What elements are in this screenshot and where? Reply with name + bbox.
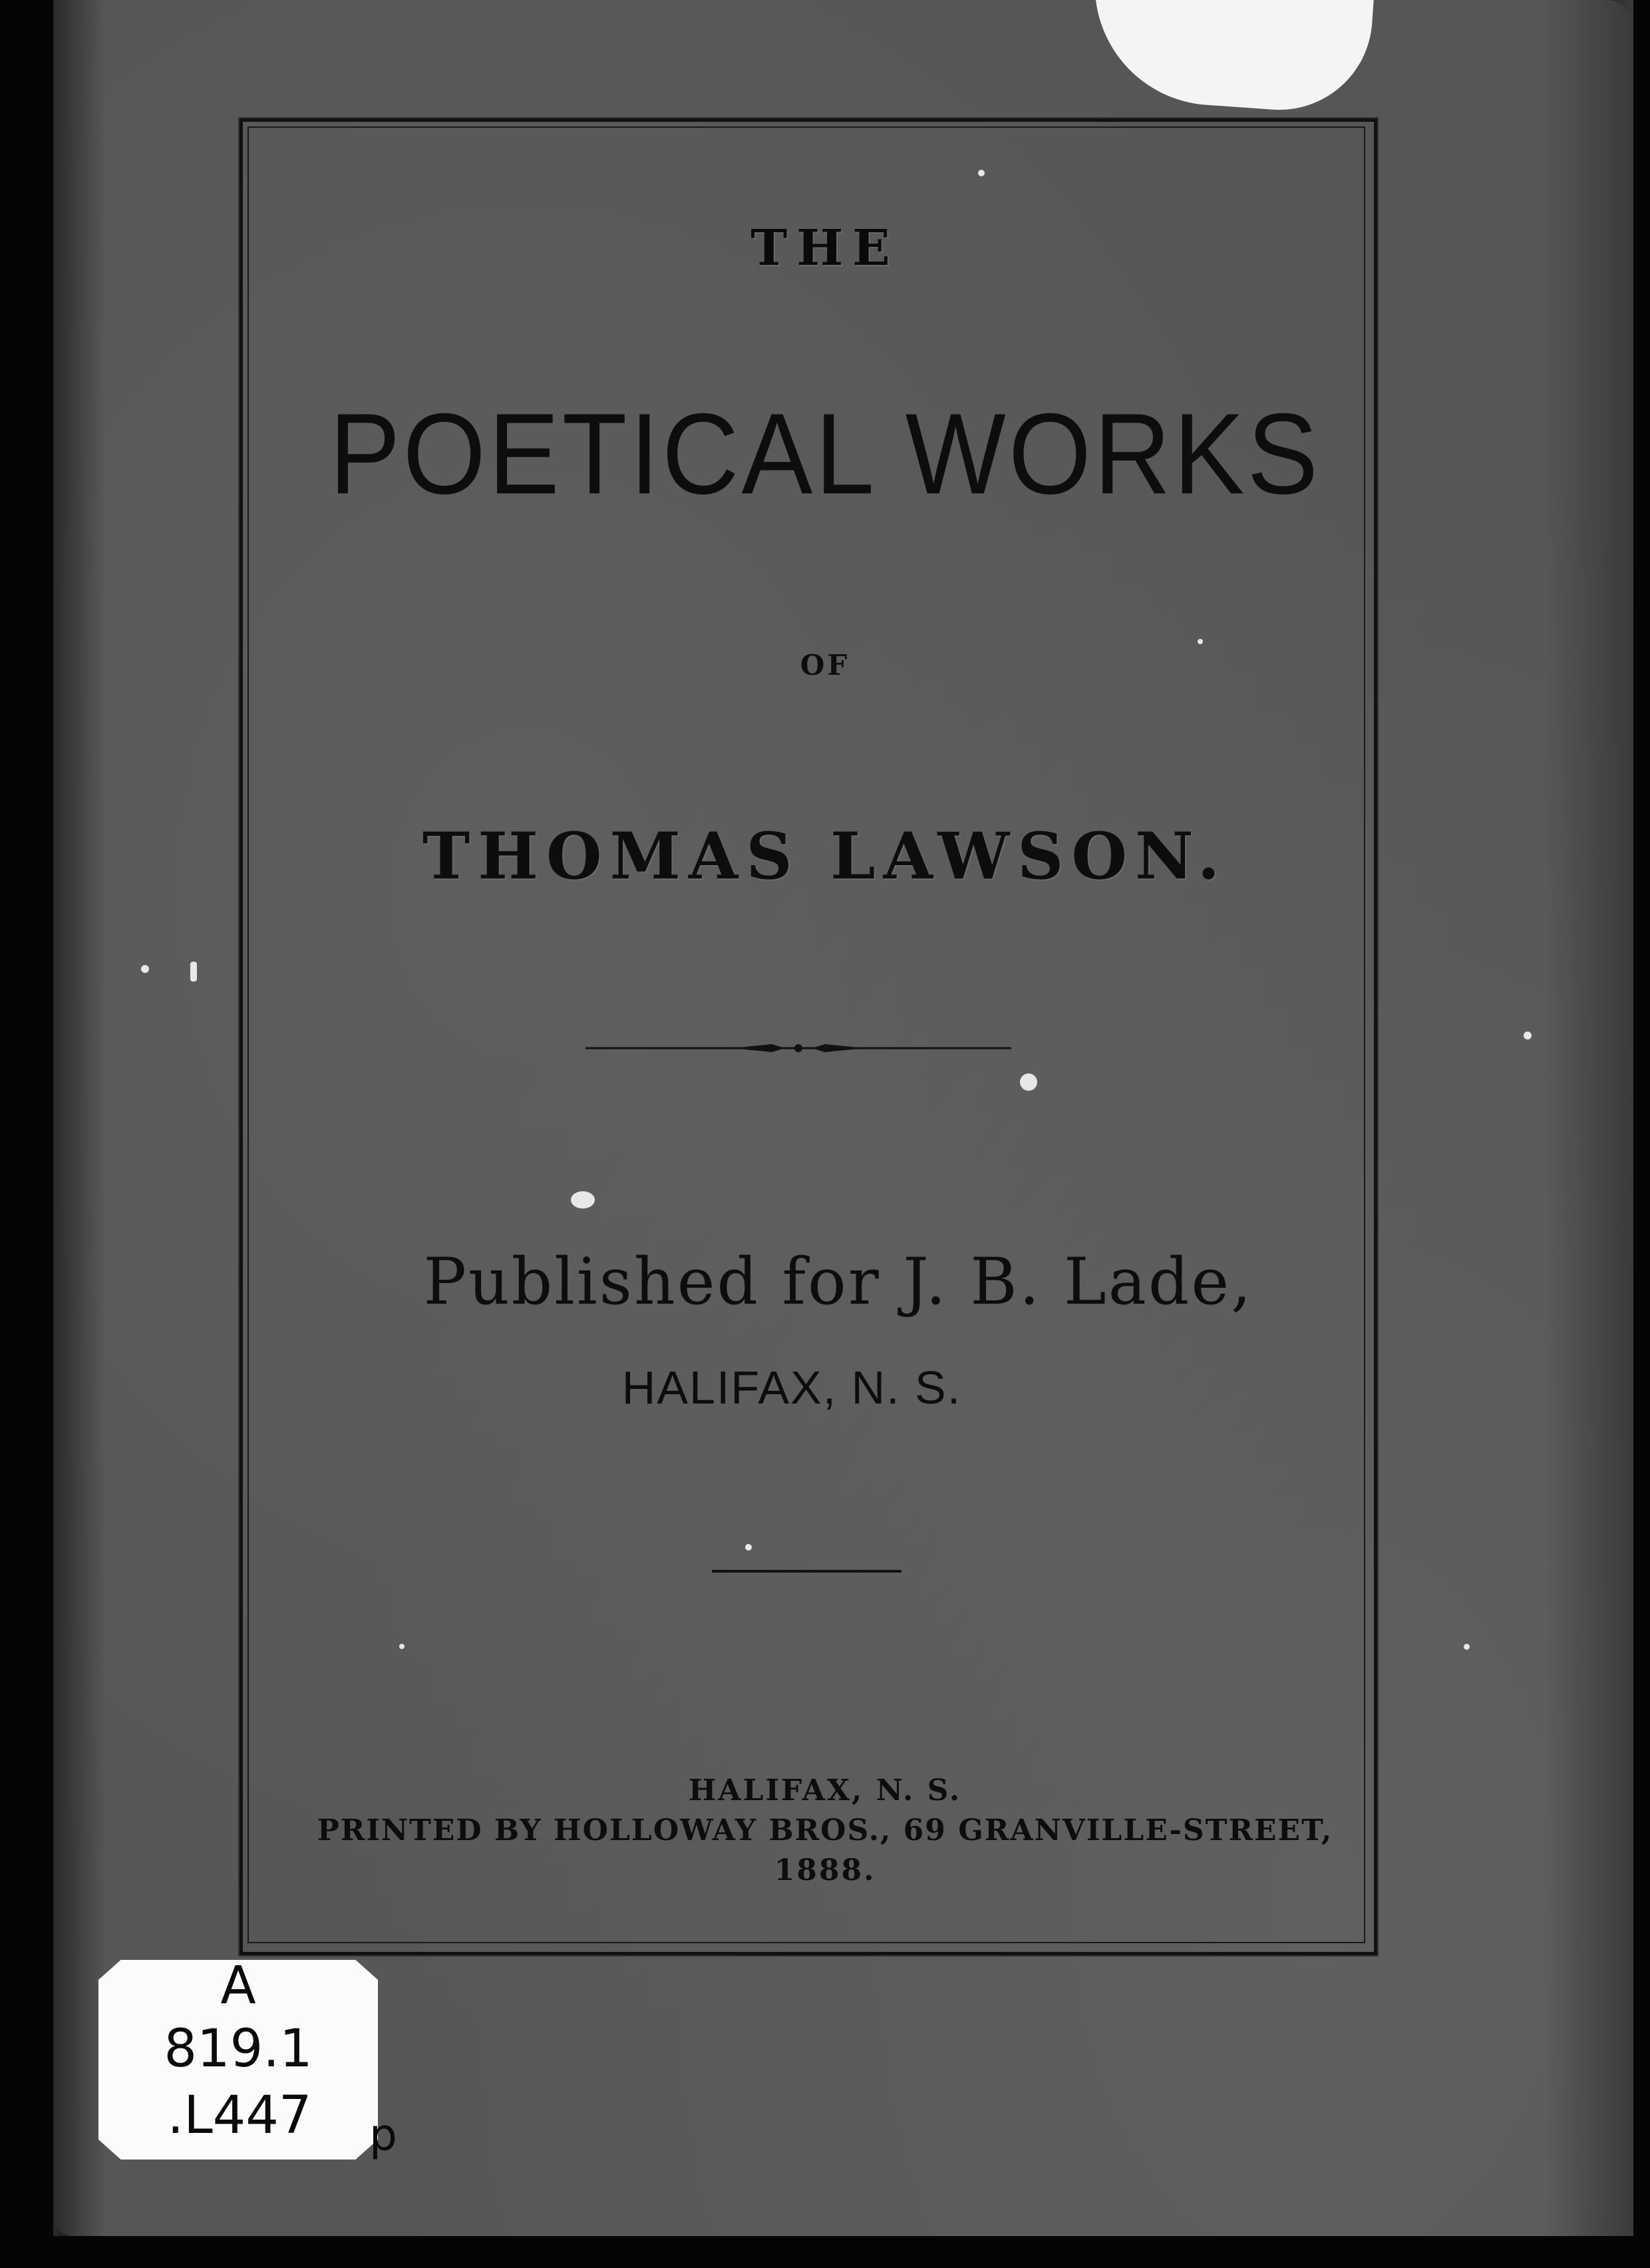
imprint-city: HALIFAX, N. S.: [688, 1774, 962, 1807]
title-article: THE: [750, 220, 900, 277]
call-number-line: A: [220, 1956, 256, 2016]
paper-speck: [141, 965, 149, 973]
short-rule: [712, 1570, 902, 1573]
paper-speck: [978, 170, 985, 176]
call-number-line: 819.1: [164, 2019, 313, 2079]
call-number-suffix: p: [369, 2110, 397, 2161]
paper-speck: [1198, 639, 1203, 644]
book-title: POETICAL WORKS: [329, 389, 1321, 518]
paper-speck: [1464, 1644, 1470, 1650]
paper-speck: [571, 1191, 595, 1209]
publisher-line: Published for J. B. Lade,: [423, 1244, 1253, 1319]
imprint-year: 1888.: [774, 1853, 876, 1887]
paper-speck: [1524, 1032, 1532, 1040]
author-name: THOMAS LAWSON.: [422, 819, 1228, 894]
imprint-printer: PRINTED BY HOLLOWAY BROS., 69 GRANVILLE-STREET,: [317, 1813, 1333, 1847]
paper-speck: [745, 1544, 752, 1551]
paper-speck: [190, 962, 197, 982]
ornamental-rule: [585, 1038, 1011, 1058]
call-number-line: .L447: [167, 2086, 312, 2146]
publisher-city: HALIFAX, N. S.: [621, 1362, 962, 1414]
title-preposition: OF: [800, 649, 850, 681]
paper-speck: [399, 1644, 405, 1649]
cover-edge-shadow: [1544, 0, 1633, 2236]
paper-speck: [1020, 1073, 1037, 1091]
cover-spine-shadow: [53, 0, 106, 2236]
